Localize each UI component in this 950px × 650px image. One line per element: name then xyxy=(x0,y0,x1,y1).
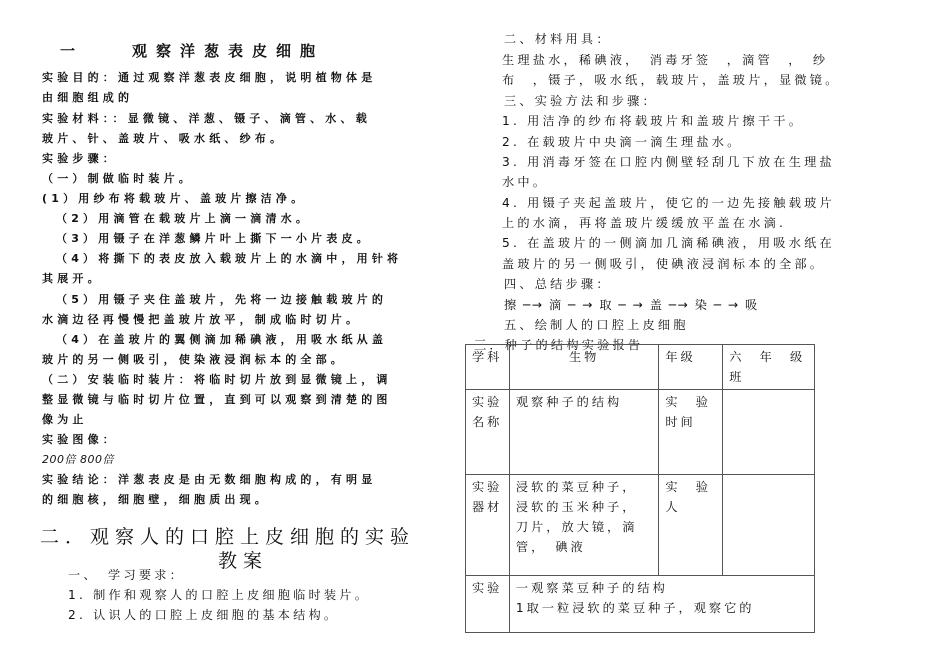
text-line: 实验图像： xyxy=(42,433,118,446)
learning-item: 2. 认识人的口腔上皮细胞的基本结构。 xyxy=(68,608,340,622)
method-step: 3. 用消毒牙签在口腔内侧壁轻刮几下放在生理盐 xyxy=(502,155,835,169)
text-line: （二）安装临时装片：将临时切片放到显微镜上，调 xyxy=(42,373,392,386)
table-cell-label: 实 验时间 xyxy=(659,390,723,475)
text-line: 实验结论：洋葱表皮是由无数细胞构成的，有明显 xyxy=(42,473,377,486)
text-line: 像为止 xyxy=(42,413,88,426)
method-step: 盖玻片的另一侧吸引，使碘液浸润标本的全部。 xyxy=(502,257,826,271)
section2-title-line2: 教案 xyxy=(218,550,269,572)
table-row xyxy=(466,475,815,576)
section1-title: 一 观察洋葱表皮细胞 xyxy=(60,42,325,60)
learning-heading: 一、 学习要求： xyxy=(68,568,185,582)
text-line: （5）用镊子夹住盖玻片，先将一边接触载玻片的 xyxy=(56,293,388,306)
text-line: （3）用镊子在洋葱鳞片叶上撕下一小片表皮。 xyxy=(56,232,372,245)
method-heading: 三、实验方法和步骤： xyxy=(504,94,658,108)
materials-heading: 二、材料用具： xyxy=(504,32,612,46)
method-step: 2. 在载玻片中央滴一滴生理盐水。 xyxy=(502,135,743,149)
table-cell-label: 学科 xyxy=(466,345,510,390)
text-line: （4）将撕下的表皮放入载玻片上的水滴中，用针将 xyxy=(56,252,403,265)
table-row xyxy=(466,576,815,633)
report-heading: 三．种子的结构实验报告 xyxy=(474,338,644,352)
text-line: (1）用纱布将载玻片、盖玻片擦洁净。 xyxy=(42,192,307,205)
image-magnification: 200倍 800倍 xyxy=(42,453,114,466)
table-cell xyxy=(723,390,815,475)
text-line: 其展开。 xyxy=(42,272,103,285)
table-cell xyxy=(723,475,815,576)
text-line: 实验目的：通过观察洋葱表皮细胞，说明植物体是 xyxy=(42,71,377,84)
method-step: 上的水滴，再将盖玻片缓缓放平盖在水滴. xyxy=(502,216,787,230)
method-step: 水中。 xyxy=(502,175,549,189)
method-step: 5. 在盖玻片的一侧滴加几滴稀碘液，用吸水纸在 xyxy=(502,236,835,250)
seed-report-table xyxy=(465,344,815,633)
table-cell: 观察种子的结构 xyxy=(509,390,658,475)
table-cell-line: 1取一粒浸软的菜豆种子，观察它的 xyxy=(515,601,755,615)
text-line: 由细胞组成的 xyxy=(42,91,134,104)
text-line: 整显微镜与临时切片位置，直到可以观察到清楚的图 xyxy=(42,393,392,406)
table-cell-label: 实验 xyxy=(466,576,510,633)
text-line: 玻片的另一侧吸引，使染液浸润标本的全部。 xyxy=(42,353,346,366)
draw-heading: 五、绘制人的口腔上皮细胞 xyxy=(504,318,689,332)
table-cell-label: 实验器材 xyxy=(466,475,510,576)
method-step: 4. 用镊子夹起盖玻片，使它的一边先接触载玻片 xyxy=(502,196,835,210)
materials-line: 布 ，镊子，吸水纸，载玻片，盖玻片，显微镜。 xyxy=(502,73,841,87)
table-cell: 浸软的菜豆种子，浸软的玉米种子，刀片，放大镜，滴管， 碘液 xyxy=(509,475,658,576)
table-cell: 生物 xyxy=(509,345,658,390)
text-line: 水滴边径再慢慢把盖玻片放平，制成临时切片。 xyxy=(42,313,362,326)
summary-flow: 擦 ─→ 滴 ─ → 取 ─ → 盖 ─→ 染 ─ → 吸 xyxy=(504,298,759,312)
summary-heading: 四、总结步骤： xyxy=(504,277,612,291)
text-line: 实验材料：：显微镜、洋葱、镊子、滴管、水、载 xyxy=(42,112,371,125)
table-cell-label: 年级 xyxy=(659,345,723,390)
learning-item: 1. 制作和观察人的口腔上皮细胞临时装片。 xyxy=(68,588,371,602)
method-step: 1. 用洁净的纱布将载玻片和盖玻片擦干干。 xyxy=(502,114,805,128)
text-line: （2）用滴管在载玻片上滴一滴清水。 xyxy=(56,212,312,225)
text-line: 的细胞核，细胞壁，细胞质出现。 xyxy=(42,493,270,506)
text-line: （4）在盖玻片的翼侧滴加稀碘液，用吸水纸从盖 xyxy=(56,333,388,346)
table-cell-label: 实验名称 xyxy=(466,390,510,475)
text-line: 玻片、针、盖玻片、吸水纸、纱布。 xyxy=(42,132,286,145)
table-cell: 六 年 级班 xyxy=(723,345,815,390)
text-line: 实验步骤： xyxy=(42,152,118,165)
table-row xyxy=(466,345,815,390)
text-line: （一）制做临时装片。 xyxy=(42,172,194,185)
table-row xyxy=(466,390,815,475)
materials-line: 生理盐水，稀碘液， 消毒牙签 ，滴管 ， 纱 xyxy=(502,53,829,67)
section2-title-line1: 二．观察人的口腔上皮细胞的实验 xyxy=(40,526,416,548)
table-cell-line: 一观察菜豆种子的结构 xyxy=(515,581,668,595)
table-cell xyxy=(509,576,814,633)
table-cell-label: 实 验人 xyxy=(659,475,723,576)
